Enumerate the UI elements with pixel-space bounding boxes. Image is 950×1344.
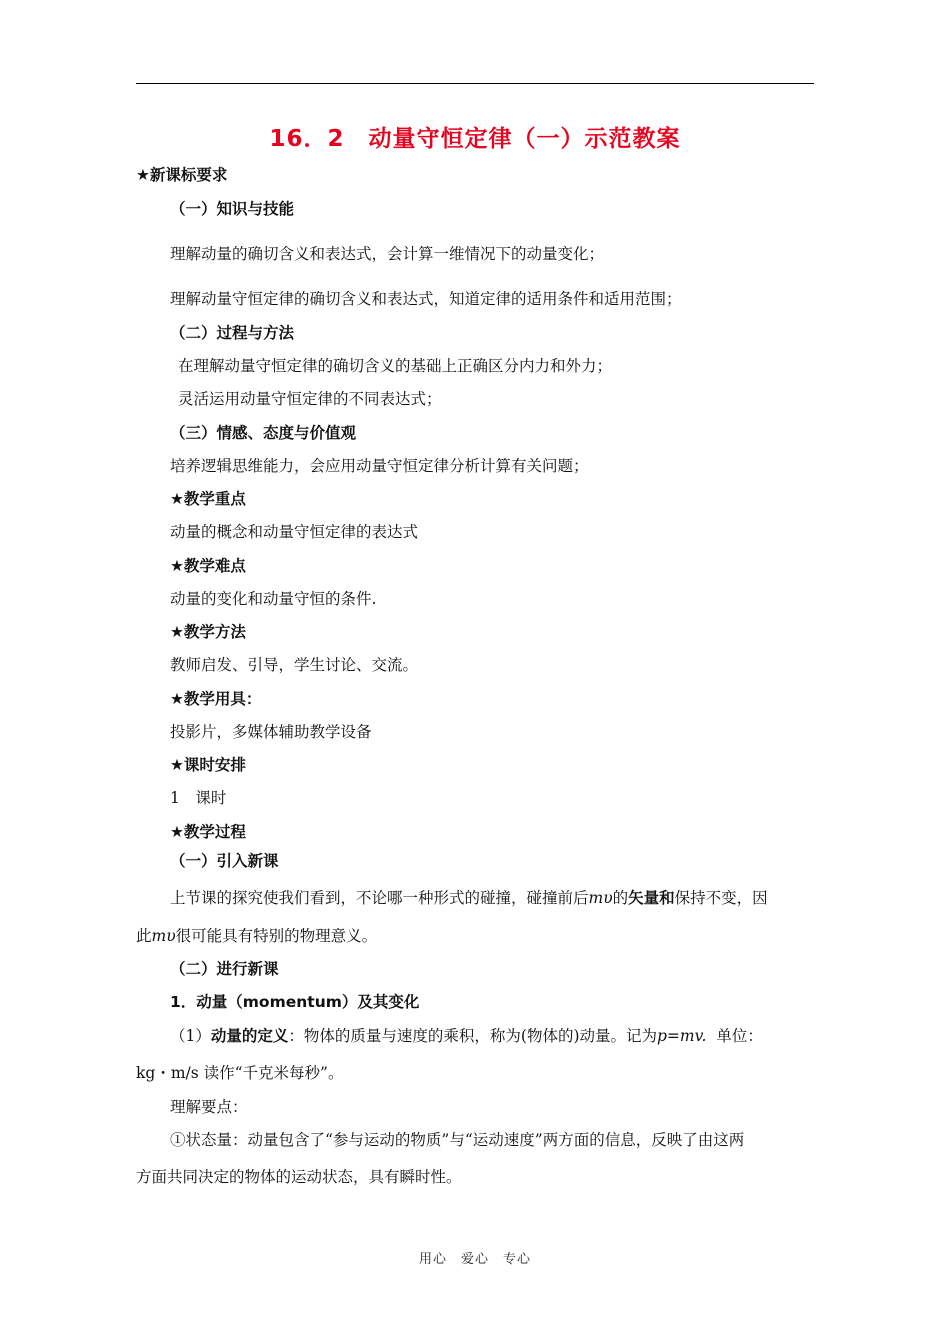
text: ：物体的质量与速度的乘积，称为(物体的)动量。记为: [288, 1027, 657, 1045]
text: （1）: [170, 1027, 211, 1045]
paragraph-point1-cont: 方面共同决定的物体的运动状态，具有瞬时性。: [136, 1168, 462, 1186]
text: 单位：: [716, 1027, 763, 1045]
paragraph: 理解动量的确切含义和表达式，会计算一维情况下的动量变化；: [170, 245, 605, 263]
formula-mv: mυ: [151, 927, 176, 945]
subheading-new-lesson: （二）进行新课: [170, 960, 279, 978]
text: 很可能具有特别的物理意义。: [175, 927, 378, 945]
page-title: 16．2 动量守恒定律（一）示范教案: [269, 126, 681, 152]
paragraph: 理解动量守恒定律的确切含义和表达式，知道定律的适用条件和适用范围；: [170, 290, 682, 308]
paragraph: 1 课时: [170, 789, 227, 807]
page-footer: 用心 爱心 专心: [418, 1252, 531, 1267]
formula-mv: mυ: [588, 889, 613, 907]
paragraph-point1: ①状态量：动量包含了“参与运动的物质”与“运动速度”两方面的信息，反映了由这两: [170, 1131, 745, 1149]
paragraph-unit: kg・m/s 读作“千克米每秒”。: [136, 1064, 344, 1082]
paragraph-intro-cont: [136, 926, 377, 946]
subheading-knowledge: （一）知识与技能: [170, 200, 295, 218]
paragraph: 培养逻辑思维能力，会应用动量守恒定律分析计算有关问题；: [170, 457, 589, 475]
text: 的: [612, 889, 629, 907]
paragraph-definition: [170, 1026, 763, 1046]
paragraph-points: 理解要点：: [170, 1098, 248, 1116]
section-heading-difficulty: ★教学难点: [170, 557, 246, 575]
emphasis-vector-sum: 矢量和: [628, 889, 675, 907]
text: 上节课的探究使我们看到，不论哪一种形式的碰撞，碰撞前后: [170, 889, 589, 907]
text: 保持不变，因: [674, 889, 768, 907]
section-heading-requirements: ★新课标要求: [136, 166, 228, 184]
header-rule: [136, 83, 814, 84]
section-heading-process: ★教学过程: [170, 823, 246, 841]
paragraph: 投影片，多媒体辅助教学设备: [170, 723, 372, 741]
paragraph: 在理解动量守恒定律的确切含义的基础上正确区分内力和外力；: [178, 357, 613, 375]
emphasis-definition: 动量的定义: [210, 1027, 289, 1045]
paragraph: 教师启发、引导，学生讨论、交流。: [170, 656, 419, 674]
formula-p-mv: p=mv.: [657, 1027, 707, 1045]
section-heading-method: ★教学方法: [170, 623, 246, 641]
section-heading-schedule: ★课时安排: [170, 756, 246, 774]
paragraph: 动量的变化和动量守恒的条件.: [170, 590, 377, 608]
subheading-values: （三）情感、态度与价值观: [170, 424, 357, 442]
subheading-intro: （一）引入新课: [170, 852, 279, 870]
paragraph: 灵活运用动量守恒定律的不同表达式；: [178, 390, 442, 408]
text: 此: [136, 927, 152, 945]
section-heading-focus: ★教学重点: [170, 490, 246, 508]
subheading-momentum: 1．动量（momentum）及其变化: [170, 993, 420, 1011]
paragraph-intro: [136, 880, 814, 917]
paragraph: 动量的概念和动量守恒定律的表达式: [170, 523, 419, 541]
subheading-process: （二）过程与方法: [170, 324, 295, 342]
section-heading-tools: ★教学用具：: [170, 690, 262, 708]
